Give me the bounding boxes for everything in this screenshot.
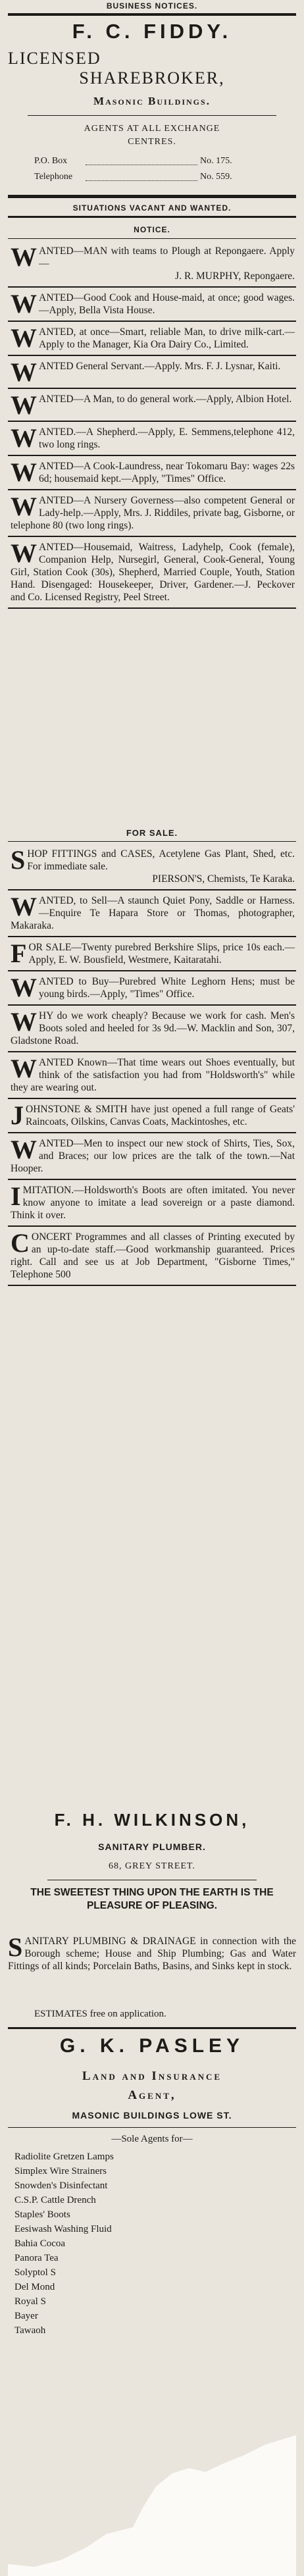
po-label: P.O. Box [34, 156, 68, 166]
drop-cap: S [8, 1932, 23, 1962]
agency-item: Solyptol S [14, 2267, 56, 2278]
agency-item: Tawaoh [14, 2325, 46, 2336]
pasley-line1: Land and Insurance [82, 2069, 222, 2083]
ad-text: ANTED to Buy—Purebred White Leghorn Hens; must be young birds.—Apply, "Times" Office. [39, 976, 295, 1000]
agency-item: Eesiwash Washing Fluid [14, 2224, 112, 2234]
ad-text: ANTED—Men to inspect our new stock of Shirts, Ties, Sox, and Braces; our low prices are the talk of the town.—Nat Hooper. [11, 1138, 295, 1174]
forsale-ads [8, 844, 296, 1286]
ad-signature: PIERSON'S, Chemists, Te Karaka. [152, 873, 295, 885]
pasley-name: G. K. PASLEY [59, 2035, 245, 2057]
classified-ad [8, 322, 296, 356]
classified-ad [8, 1052, 296, 1099]
ad-text: ANTED General Servant.—Apply. Mrs. F. J. Lysnar, Kaiti. [39, 361, 281, 372]
classified-ad [8, 1227, 296, 1286]
ad-text: OHNSTONE & SMITH have just opened a full range of Geats' Raincoats, Oilskins, Canvas Coats, Mackintoshes, etc. [26, 1104, 295, 1127]
drop-cap: I [11, 1181, 21, 1211]
classified-ad [8, 937, 296, 971]
drop-cap: W [11, 289, 37, 319]
ad-text: ANTED—Good Cook and House-maid, at once; good wages.—Apply, Bella Vista House. [39, 292, 295, 316]
classified-ad [8, 288, 296, 322]
ad-text: ANTED.—A Shepherd.—Apply, E. Semmens,telephone 412, two long rings. [39, 426, 295, 450]
ad-text: OR SALE—Twenty purebred Berkshire Slips, price 10s each.—Apply, E. W. Bousfield, Westmere, Kaitaratahi. [28, 942, 295, 966]
drop-cap: W [11, 457, 37, 487]
ad-signature: J. R. MURPHY, Repongaere. [175, 270, 295, 282]
ad-text: HOP FITTINGS and CASES, Acetylene Gas Plant, Shed, etc. For immediate sale. [27, 848, 295, 872]
drop-cap: W [11, 538, 37, 568]
drop-cap: W [11, 242, 37, 272]
drop-cap: W [11, 973, 37, 1002]
drop-cap: F [11, 939, 27, 968]
situations-title: SITUATIONS VACANT AND WANTED. [72, 203, 232, 213]
divider [28, 115, 276, 116]
tel-label: Telephone [34, 172, 73, 182]
classified-ad [8, 422, 296, 456]
wilkinson-body-text: ANITARY PLUMBING & DRAINAGE in connection with the Borough scheme; House and Ship Plumbing; Gas and Water Fittings of all kinds; Porcelain Baths, Basins, and Sinks kept in stock. [8, 1936, 296, 1972]
forsale-title: FOR SALE. [126, 828, 178, 838]
ad-text: ANTED—A Nursery Governess—also competent General or Lady-help.—Apply, Mrs. J. Riddiles, private bag, Gisborne, or telephone 80 (two long rings). [11, 495, 295, 531]
divider [8, 2127, 296, 2128]
leader-dots [86, 156, 197, 165]
agency-item: Staples' Boots [14, 2209, 70, 2220]
notice-title: NOTICE. [134, 225, 170, 234]
agency-item: C.S.P. Cattle Drench [14, 2195, 96, 2205]
classified-ad [8, 456, 296, 490]
drop-cap: W [11, 357, 37, 387]
ad-text: ANTED—MAN with teams to Plough at Repongaere. Apply— [39, 245, 295, 269]
ad-text: ONCERT Programmes and all classes of Printing executed by an up-to-date staff.—Good workmanship guaranteed. Prices right. Call and see us at Job Department, "Gisborne Times," Telephone 500 [11, 1231, 295, 1280]
wilkinson-estimates: ESTIMATES free on application. [34, 2009, 166, 2019]
fiddy-line2: SHAREBROKER, [79, 68, 225, 88]
pasley-sole: —Sole Agents for— [111, 2134, 193, 2144]
classified-ad [8, 356, 296, 389]
classified-ad [8, 389, 296, 422]
po-value: No. 175. [200, 156, 232, 166]
agency-item: Bayer [14, 2311, 38, 2321]
section-rule [8, 195, 296, 198]
wilkinson-slogan: THE SWEETEST THING UPON THE EARTH IS THE PLEASURE OF PLEASING. [30, 1887, 274, 1911]
ad-text: HY do we work cheaply? Because we work for cash. Men's Boots soled and heeled for 3s 9d.—W. Macklin and Son, 307, Gladstone Road. [11, 1010, 295, 1046]
ad-text: ANTED—Housemaid, Waitress, Ladyhelp, Cook (female), Companion Help, Nursegirl, General, Cook-General, Young Girl, Station Cook (30s), Shepherd, Married Couple, Youth, Station Hand. Disengaged: Housekeeper, Driver, Gardener.—J. Peckover and Co. Licensed Registry, Peel Street. [11, 542, 295, 603]
fiddy-agents2: CENTRES. [128, 137, 176, 147]
section-rule [8, 216, 296, 218]
classified-ad [8, 1180, 296, 1227]
situations-ads [8, 241, 296, 609]
agency-item: Snowden's Disinfectant [14, 2180, 108, 2191]
tel-value: No. 559. [200, 172, 232, 182]
wilkinson-address: 68, GREY STREET. [109, 1861, 195, 1871]
ad-text: MITATION.—Holdsworth's Boots are often imitated. You never know anyone to imitate a lead sovereign or a paste diamond. Think it over. [11, 1185, 295, 1221]
agency-item: Del Mond [14, 2282, 55, 2292]
agency-item: Royal S [14, 2296, 46, 2307]
agency-item: Simplex Wire Strainers [14, 2166, 107, 2177]
section-rule [8, 2027, 296, 2029]
ad-text: ANTED, at once—Smart, reliable Man, to drive milk-cart.—Apply to the Manager, Kia Ora Dairy Co., Limited. [39, 326, 295, 350]
drop-cap: J [11, 1100, 24, 1130]
wilkinson-name: F. H. WILKINSON, [54, 1810, 250, 1830]
drop-cap: W [11, 492, 37, 521]
drop-cap: W [11, 1135, 37, 1164]
pasley-address: MASONIC BUILDINGS LOWE ST. [72, 2110, 232, 2121]
fiddy-agents1: AGENTS AT ALL EXCHANGE [84, 124, 220, 134]
ad-text: ANTED—A Cook-Laundress, near Tokomaru Bay: wages 22s 6d; housemaid kept.—Apply, "Times" Office. [39, 461, 295, 484]
pasley-line2: Agent, [128, 2088, 176, 2102]
drop-cap: W [11, 423, 37, 453]
classified-ad [8, 971, 296, 1006]
fiddy-name: F. C. FIDDY. [72, 20, 232, 43]
classified-ad [8, 844, 296, 890]
torn-paper-edge [8, 2435, 296, 2576]
classified-ad [8, 1133, 296, 1180]
fiddy-line1: LICENSED [8, 49, 101, 68]
drop-cap: W [11, 1007, 37, 1037]
section-rule [8, 238, 296, 239]
agency-item: Radiolite Gretzen Lamps [14, 2151, 114, 2162]
ad-text: ANTED—A Man, to do general work.—Apply, Albion Hotel. [39, 394, 292, 405]
wilkinson-trade: SANITARY PLUMBER. [98, 1842, 206, 1852]
classified-ad [8, 1099, 296, 1133]
classified-ad [8, 490, 296, 537]
drop-cap: W [11, 1054, 37, 1083]
classified-ad [8, 1006, 296, 1052]
pasley-list [8, 2150, 296, 2338]
agency-item: Panora Tea [14, 2253, 59, 2263]
drop-cap: W [11, 323, 37, 353]
leader-dots [86, 172, 197, 181]
wilkinson-body [8, 1932, 296, 1972]
classified-ad [8, 890, 296, 937]
agency-item: Bahia Cocoa [14, 2238, 66, 2249]
section-rule [8, 841, 296, 842]
drop-cap: C [11, 1228, 30, 1258]
section-header: BUSINESS NOTICES. [106, 1, 198, 11]
header-rule [8, 13, 296, 16]
classified-ad [8, 537, 296, 609]
fiddy-address: Masonic Buildings. [93, 95, 211, 107]
drop-cap: W [11, 892, 37, 921]
drop-cap: S [11, 845, 26, 875]
ad-text: ANTED, to Sell—A staunch Quiet Pony, Saddle or Harness.—Enquire Te Hapara Store or Thomas, photographer, Makaraka. [11, 895, 295, 931]
drop-cap: W [11, 390, 37, 420]
ad-text: ANTED Known—That time wears out Shoes eventually, but think of the satisfaction you had from "Holdsworth's" while they are wearing out. [11, 1057, 295, 1093]
classified-ad [8, 241, 296, 288]
